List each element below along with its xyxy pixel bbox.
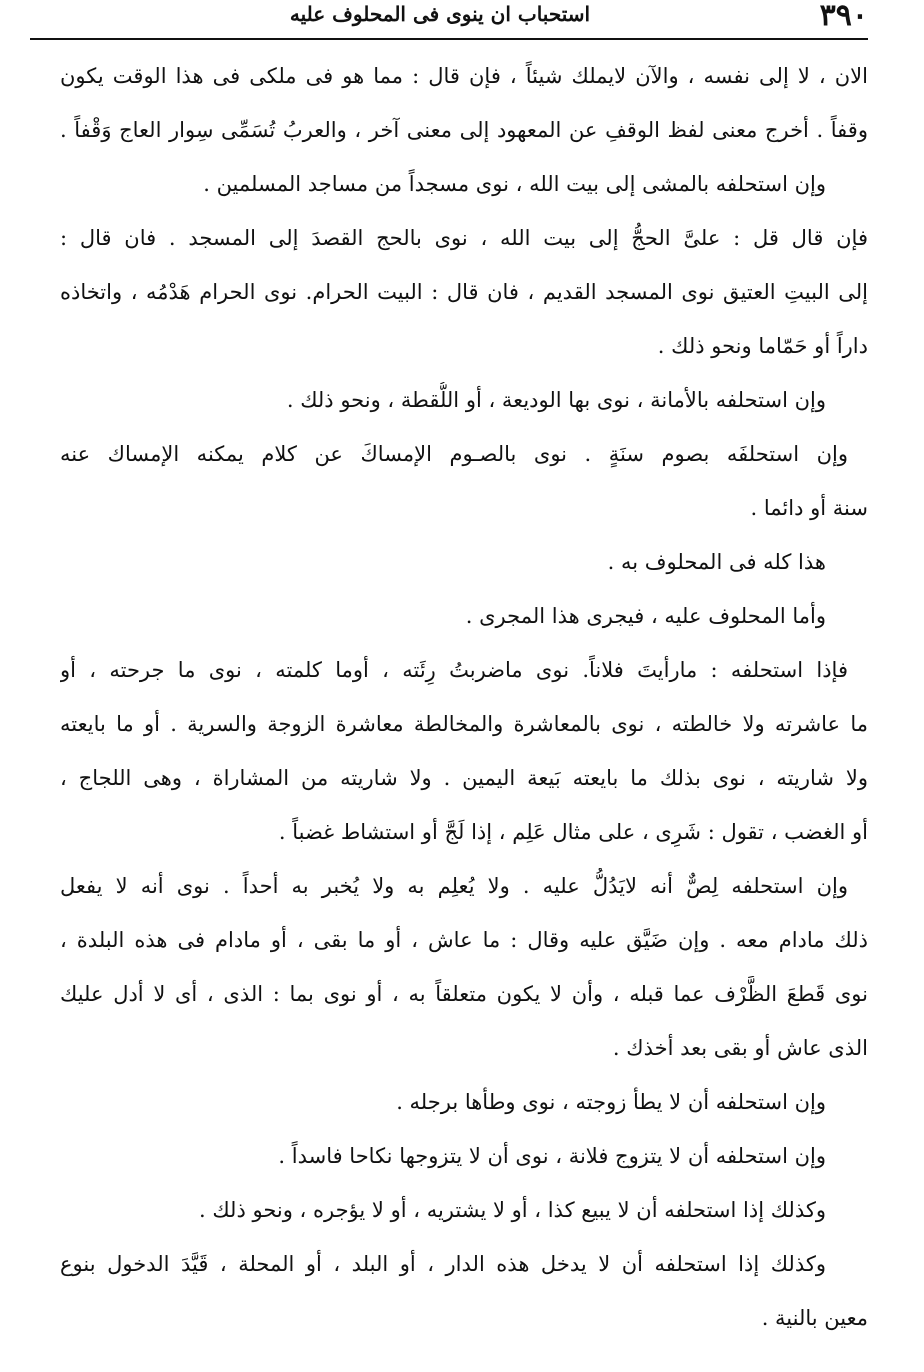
text-line: وإن استحلفه لِصٌّ أنه لايَدُلُّ عليه . ولا يُعلِم به ولا يُخبر به أحداً . نوى أنه لا يفعل: [60, 874, 848, 898]
text-line: معين بالنية .: [761, 1306, 868, 1330]
text-line: سنة أو دائما .: [750, 496, 868, 520]
page-number: ٣٩٠: [819, 0, 868, 33]
text-line: الان ، لا إلى نفسه ، والآن لايملك شيئاً ، فإن قال : مما هو فى ملكى فى هذا الوقت يكون: [60, 64, 868, 88]
text-line: وقفاً . أخرج معنى لفظ الوقفِ عن المعهود إلى معنى آخر ، والعربُ تُسَمِّى سِوار العاج وَقْفاً .: [60, 118, 868, 142]
text-line: ولا شاريته ، نوى بذلك ما بايعته بَيعة اليمين . ولا شاريته من المشاراة ، وهى اللجاج ،: [60, 766, 868, 790]
text-line: فإن قال قل : علىَّ الحجُّ إلى بيت الله ، نوى بالحج القصدَ إلى المسجد . فان قال :: [60, 226, 868, 250]
text-line: نوى قَطعَ الظَّرْف عما قبله ، وأن لا يكون متعلقاً به ، أو نوى بما : الذى ، أى لا أدل عليك: [60, 982, 868, 1006]
text-line: إلى البيتِ العتيق نوى المسجد القديم ، فان قال : البيت الحرام. نوى الحرام هَدْمُه ، واتخاذه: [60, 280, 868, 304]
text-line: وإن استحلفه أن لا يتزوج فلانة ، نوى أن لا يتزوجها نكاحا فاسداً .: [278, 1144, 826, 1168]
text-line: فإذا استحلفه : مارأيتَ فلاناً. نوى ماضربتُ رِئَته ، أوما كلمته ، نوى ما جرحته ، أو: [60, 658, 848, 682]
text-line: وإن استحلفه بالأمانة ، نوى بها الوديعة ، أو اللُّقطة ، ونحو ذلك .: [286, 388, 826, 412]
text-line: وإن استحلفه بالمشى إلى بيت الله ، نوى مسجداً من مساجد المسلمين .: [203, 172, 826, 196]
text-line: وإن استحلفَه بصوم سنَةٍ . نوى بالصـوم الإمساكَ عن كلام يمكنه الإمساك عنه: [60, 442, 848, 466]
page-body: [60, 58, 868, 1354]
text-line: وكذلك إذا استحلفه أن لا يبيع كذا ، أو لا يشتريه ، أو لا يؤجره ، ونحو ذلك .: [199, 1198, 826, 1222]
text-line: وكذلك إذا استحلفه أن لا يدخل هذه الدار ، أو البلد ، أو المحلة ، قَيَّدَ الدخول بنوع: [60, 1252, 826, 1276]
text-line: وأما المحلوف عليه ، فيجرى هذا المجرى .: [465, 604, 826, 628]
text-line: ما عاشرته ولا خالطته ، نوى بالمعاشرة والمخالطة معاشرة الزوجة والسرية . أو ما بايعته: [60, 712, 868, 736]
text-line: هذا كله فى المحلوف به .: [607, 550, 826, 574]
text-line: ذلك مادام معه . وإن ضَيَّق عليه وقال : ما عاش ، أو ما بقى ، أو مادام فى هذه البلدة ،: [60, 928, 868, 952]
running-head: استحباب ان ينوى فى المحلوف عليه: [289, 2, 591, 26]
text-line: الذى عاش أو بقى بعد أخذك .: [612, 1036, 868, 1060]
text-line: داراً أو حَمّاما ونحو ذلك .: [657, 334, 868, 358]
text-line: وإن استحلفه أن لا يطأ زوجته ، نوى وطأها برجله .: [396, 1090, 826, 1114]
page-header: [30, 0, 868, 40]
text-line: أو الغضب ، تقول : شَرِى ، على مثال عَلِم ، إذا لَجَّ أو استشاط غضباً .: [278, 820, 868, 844]
